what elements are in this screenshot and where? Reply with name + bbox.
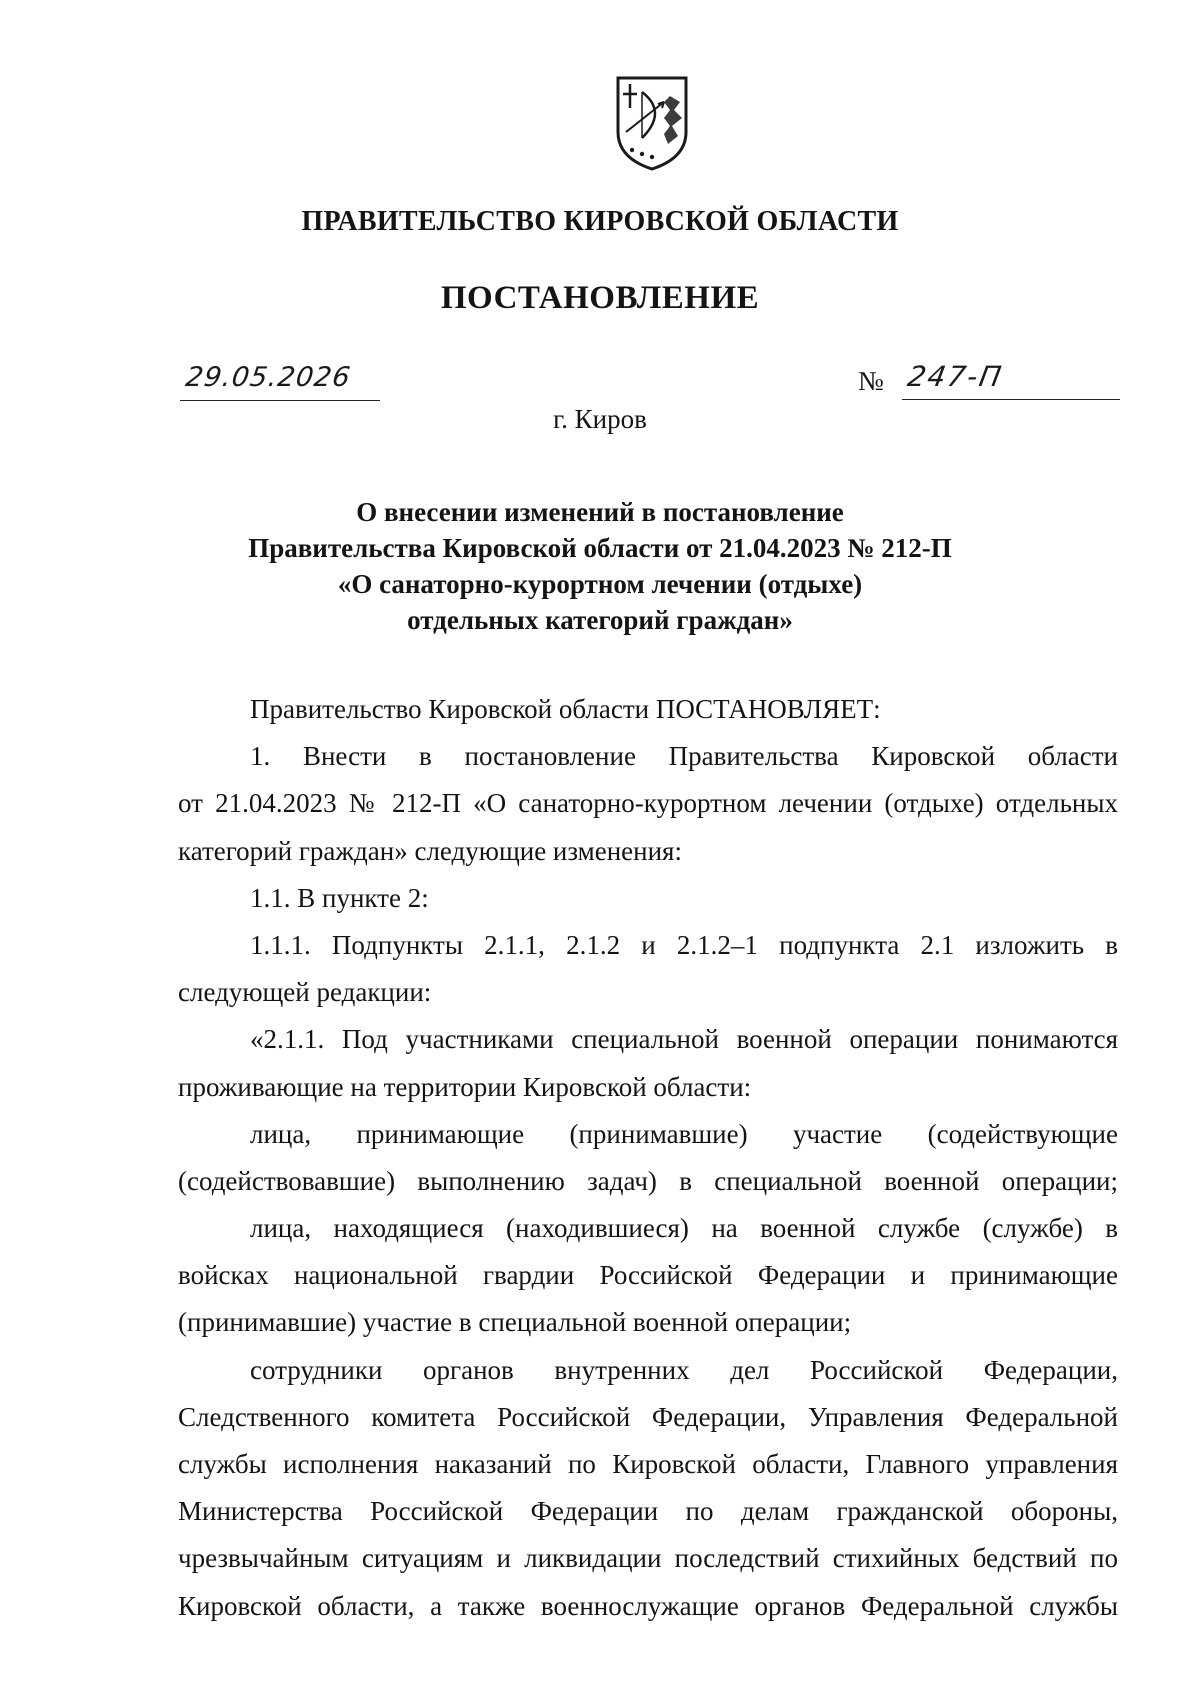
body-line: «2.1.1. Под участниками специальной военной операции понимаются [250,1024,1118,1055]
subject-line: отдельных категорий граждан» [407,605,793,635]
body-line: 1.1.1. Подпункты 2.1.1, 2.1.2 и 2.1.2–1 подпункта 2.1 изложить в [250,929,1118,960]
date-field [180,360,380,401]
body-line: категорий граждан» следующие изменения: [178,835,682,866]
body-line: Следственного комитета Российской Федерации, Управления Федеральной [178,1401,1118,1432]
body-line: от 21.04.2023 № 212-П «О санаторно-курортном лечении (отдыхе) отдельных [178,788,1118,819]
subject-line: Правительства Кировской области от 21.04.2023 № 212-П [248,533,952,563]
document-number-field [858,360,1120,400]
body-line: сотрудники органов внутренних дел Российской Федерации, [250,1354,1118,1385]
body-line: 1.1. В пункте 2: [250,882,429,913]
body-line: службы исполнения наказаний по Кировской области, Главного управления [178,1449,1118,1479]
handwritten-number: 247-П [905,360,1006,393]
body-line: лица, принимающие (принимавшие) участие (содействующие [250,1118,1118,1149]
body-line: проживающие на территории Кировской области: [178,1071,752,1102]
body-text [178,686,1118,1630]
handwritten-date: 29.05.2026 [183,362,353,393]
subject-line: «О санаторно-курортном лечении (отдыхе) [337,569,863,599]
body-line: чрезвычайным ситуациям и ликвидации последствий стихийных бедствий по [178,1543,1118,1574]
body-line: лица, находящиеся (находившиеся) на военной службе (службе) в [250,1213,1118,1244]
body-line: войсках национальной гвардии Российской Федерации и принимающие [178,1260,1118,1291]
body-line: 1. Внести в постановление Правительства Кировской области [250,741,1118,772]
number-underline [902,399,1120,400]
number-sign: № [858,366,884,396]
body-line: (принимавшие) участие в специальной военной операции; [178,1307,852,1338]
document-type-title: ПОСТАНОВЛЕНИЕ [440,280,760,316]
body-line: (содействовавшие) выполнению задач) в специальной военной операции; [178,1165,1118,1196]
subject-line: О внесении изменений в постановление [356,497,844,527]
subject-heading [0,494,1200,638]
body-line: Правительство Кировской области ПОСТАНОВЛЯЕТ: [250,694,881,724]
coat-of-arms-icon [612,74,692,172]
city-line: г. Киров [553,404,647,434]
body-line: следующей редакции: [178,977,432,1008]
body-line: Кировской области, а также военнослужащие органов Федеральной службы [178,1590,1118,1621]
body-line: Министерства Российской Федерации по делам гражданской обороны, [178,1496,1118,1527]
government-title: ПРАВИТЕЛЬСТВО КИРОВСКОЙ ОБЛАСТИ [301,206,899,237]
